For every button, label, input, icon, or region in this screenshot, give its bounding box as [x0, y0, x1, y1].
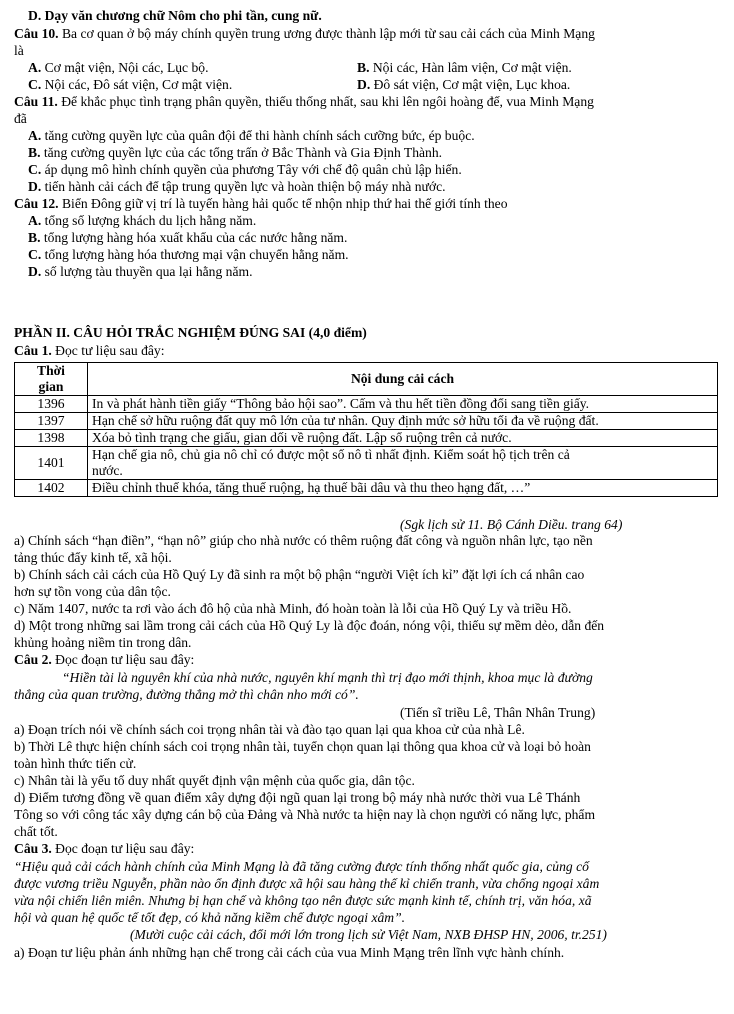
part2-c3-label: Câu 3.	[14, 841, 52, 856]
table-header-time	[15, 363, 88, 396]
q11-option-b-text: tăng cường quyền lực của các tổng trấn ở Bắc Thành và Gia Định Thành.	[40, 145, 443, 160]
q10-option-a-text: Cơ mật viện, Nội các, Lục bộ.	[41, 60, 209, 75]
c3-statement-a: a) Đoạn tư liệu phản ánh những hạn chế trong cải cách của vua Minh Mạng trên lĩnh vực hành chính.	[14, 945, 565, 960]
part2-c2-label: Câu 2.	[14, 652, 52, 667]
part2-c1-label: Câu 1.	[14, 343, 52, 358]
q11-option-b-letter: B.	[28, 145, 41, 160]
table-cell-year: 1397	[15, 413, 88, 430]
q11-option-c	[28, 162, 462, 179]
c2-statement-d-line2: Tông so với công tác xây dựng cán bộ của Đảng và Nhà nước ta hiện nay là chọn người có năng lực, phẩm	[14, 807, 596, 822]
c1-statement-c: c) Năm 1407, nước ta rơi vào ách đô hộ của nhà Minh, đó hoàn toàn là lỗi của Hồ Quý Ly và triều Hồ.	[14, 601, 572, 616]
part2-c1-intro	[14, 343, 164, 360]
q10-option-c-text: Nội các, Đô sát viện, Cơ mật viện.	[41, 77, 233, 92]
table-cell-year: 1401	[15, 447, 88, 480]
part2-c3-intro-text: Đọc đoạn tư liệu sau đây:	[51, 841, 195, 856]
q10-stem-line1	[14, 26, 595, 43]
q12-option-d-text: số lượng tàu thuyền qua lại hằng năm.	[41, 264, 253, 279]
q12-option-b-letter: B.	[28, 230, 41, 245]
q11-stem-line1	[14, 94, 594, 111]
q9-option-d-text: D. Dạy văn chương chữ Nôm cho phi tần, cung nữ.	[28, 8, 322, 23]
q11-stem-line2: đã	[14, 111, 27, 126]
q10-stem-line2: là	[14, 43, 24, 58]
part2-c2-intro-text: Đọc đoạn tư liệu sau đây:	[51, 652, 195, 667]
q12-label: Câu 12.	[14, 196, 59, 211]
q12-stem-line1	[14, 196, 508, 213]
table-row	[15, 396, 718, 413]
q10-stem-text: Ba cơ quan ở bộ máy chính quyền trung ương được thành lập mới từ sau cải cách của Minh Mạng	[58, 26, 595, 41]
q12-option-c-letter: C.	[28, 247, 42, 262]
q10-option-b-letter: B.	[357, 60, 370, 75]
table-cell-year: 1396	[15, 396, 88, 413]
table-cell-content: In và phát hành tiền giấy “Thông bảo hội sao”. Cấm và thu hết tiền đồng đổi sang tiền giấy.	[88, 396, 718, 413]
q11-option-a	[28, 128, 475, 145]
c1-statement-b-line1: b) Chính sách cải cách của Hồ Quý Ly đã sinh ra một bộ phận “người Việt ích kỉ” đặt lợi ích cá nhân cao	[14, 567, 585, 582]
q11-option-d-letter: D.	[28, 179, 42, 194]
table-row	[15, 480, 718, 497]
part2-c1-intro-text: Đọc tư liệu sau đây:	[51, 343, 165, 358]
q12-option-d-letter: D.	[28, 264, 42, 279]
q9-option-d	[28, 8, 322, 25]
q11-option-b	[28, 145, 442, 162]
q11-option-a-letter: A.	[28, 128, 42, 143]
c3-quote-line4: hội và quan hệ quốc tế tốt đẹp, có khả năng kiềm chế được ngoại xâm”.	[14, 910, 406, 925]
q12-option-a	[28, 213, 256, 230]
q11-label: Câu 11.	[14, 94, 58, 109]
q11-option-d-text: tiến hành cải cách để tập trung quyền lực và hoàn thiện bộ máy nhà nước.	[41, 179, 446, 194]
table-cell-year: 1398	[15, 430, 88, 447]
c2-statement-c: c) Nhân tài là yếu tố duy nhất quyết định vận mệnh của quốc gia, dân tộc.	[14, 773, 415, 788]
c1-statement-a-line2: tảng thúc đẩy kinh tế, xã hội.	[14, 550, 172, 565]
c1-statement-d-line2: khủng hoảng niềm tin trong dân.	[14, 635, 192, 650]
c2-statement-b-line2: toàn hình thức tiến cử.	[14, 756, 137, 771]
c3-quote-line1: “Hiệu quả cải cách hành chính của Minh Mạng là đã tăng cường được tính thống nhất quốc gia, củng cố	[14, 859, 589, 874]
c1-statement-a-line1: a) Chính sách “hạn điền”, “hạn nô” giúp cho nhà nước có thêm ruộng đất công và nguồn nhân lực, tạo nền	[14, 533, 593, 548]
table-header-content: Nội dung cải cách	[88, 363, 718, 396]
table-cell-content-line2: nước.	[92, 463, 123, 478]
table-cell-year: 1402	[15, 480, 88, 497]
q12-option-c	[28, 247, 349, 264]
table-cell-content-line1: Hạn chế gia nô, chủ gia nô chỉ có được một số nô tì nhất định. Kiểm soát hộ tịch trên cả	[92, 447, 570, 462]
q10-option-d	[357, 77, 570, 94]
table-row	[15, 413, 718, 430]
table-cell-content: Hạn chế sở hữu ruộng đất quy mô lớn của tư nhân. Quy định mức sở hữu tối đa về ruộng đất.	[88, 413, 718, 430]
table-header-row	[15, 363, 718, 396]
table-cell-content: Điều chỉnh thuế khóa, tăng thuế ruộng, hạ thuế bãi dâu và thu theo hạng đất, …”	[88, 480, 718, 497]
c2-statement-b-line1: b) Thời Lê thực hiện chính sách coi trọng nhân tài, tuyển chọn quan lại thông qua khoa cử và loại bỏ hoàn	[14, 739, 591, 754]
c2-statement-a: a) Đoạn trích nói về chính sách coi trọng nhân tài và đào tạo quan lại qua khoa cử của nhà Lê.	[14, 722, 525, 737]
q11-option-c-text: áp dụng mô hình chính quyền của phương Tây với chế độ quân chủ lập hiến.	[41, 162, 462, 177]
q11-option-a-text: tăng cường quyền lực của quân đội để thi hành chính sách cưỡng bức, ép buộc.	[41, 128, 475, 143]
q10-option-d-letter: D.	[357, 77, 371, 92]
part2-heading	[14, 325, 367, 342]
part2-c2-intro	[14, 652, 194, 669]
c2-statement-d-line3: chất tốt.	[14, 824, 58, 839]
table-header-time-line1: Thời	[37, 363, 65, 378]
q12-option-a-letter: A.	[28, 213, 42, 228]
q12-option-b-text: tổng lượng hàng hóa xuất khẩu của các nước hằng năm.	[40, 230, 348, 245]
table-header-time-line2: gian	[38, 379, 64, 394]
q10-option-a	[28, 60, 208, 77]
q11-stem-text: Để khắc phục tình trạng phân quyền, thiếu thống nhất, sau khi lên ngôi hoàng đế, vua Minh Mạng	[57, 94, 594, 109]
part2-c3-intro	[14, 841, 194, 858]
c2-quote-line1: “Hiền tài là nguyên khí của nhà nước, nguyên khí mạnh thì trị đạo mới thịnh, khoa mục là đường	[62, 670, 593, 685]
q10-option-a-letter: A.	[28, 60, 42, 75]
q12-stem-text: Biển Đông giữ vị trí là tuyến hàng hải quốc tế nhộn nhịp thứ hai thế giới tính theo	[58, 196, 508, 211]
table-cell-content: Xóa bỏ tình trạng che giấu, gian dối về ruộng đất. Lập sổ ruộng trên cả nước.	[88, 430, 718, 447]
q10-option-c	[28, 77, 232, 94]
c2-statement-d-line1: d) Điểm tương đồng về quan điểm xây dựng đội ngũ quan lại trong bộ máy nhà nước thời vua Lê Thánh	[14, 790, 581, 805]
c1-source: (Sgk lịch sử 11. Bộ Cánh Diều. trang 64)	[400, 517, 623, 532]
q12-option-b	[28, 230, 347, 247]
c2-quote-line2: thẳng của quan trường, đường thẳng mở thì chân nho mới có”.	[14, 687, 359, 702]
q12-option-c-text: tổng lượng hàng hóa thương mại vận chuyển hằng năm.	[41, 247, 349, 262]
table-cell-content	[88, 447, 718, 480]
q10-option-d-text: Đô sát viện, Cơ mật viện, Lục khoa.	[370, 77, 571, 92]
q12-option-a-text: tổng số lượng khách du lịch hằng năm.	[41, 213, 257, 228]
q12-option-d	[28, 264, 252, 281]
reform-table	[14, 362, 718, 497]
c3-source: (Mười cuộc cải cách, đổi mới lớn trong lịch sử Việt Nam, NXB ĐHSP HN, 2006, tr.251)	[130, 927, 607, 942]
q10-option-b	[357, 60, 572, 77]
q10-option-c-letter: C.	[28, 77, 42, 92]
q11-option-c-letter: C.	[28, 162, 42, 177]
q11-option-d	[28, 179, 446, 196]
part2-heading-text: PHẦN II. CÂU HỎI TRẮC NGHIỆM ĐÚNG SAI (4,0 điểm)	[14, 325, 367, 340]
table-row	[15, 447, 718, 480]
q10-option-b-text: Nội các, Hàn lâm viện, Cơ mật viện.	[369, 60, 572, 75]
c1-statement-d-line1: d) Một trong những sai lầm trong cải cách của Hồ Quý Ly là độc đoán, nóng vội, thiếu sự mềm dẻo, dẫn đến	[14, 618, 605, 633]
q10-label: Câu 10.	[14, 26, 59, 41]
c3-quote-line3: vừa nội chiến liên miên. Nhưng bị hạn chế và không tạo nên được sức mạnh kinh tế, chính trị, văn hóa, xã	[14, 893, 592, 908]
table-row	[15, 430, 718, 447]
c1-statement-b-line2: hơn sự tồn vong của dân tộc.	[14, 584, 171, 599]
c2-source: (Tiến sĩ triều Lê, Thân Nhân Trung)	[400, 705, 596, 720]
c3-quote-line2: được vương triều Nguyễn, phần nào ổn định được xã hội sau hàng thế kỉ chiến tranh, vừa chống ngoại xâm	[14, 876, 600, 891]
